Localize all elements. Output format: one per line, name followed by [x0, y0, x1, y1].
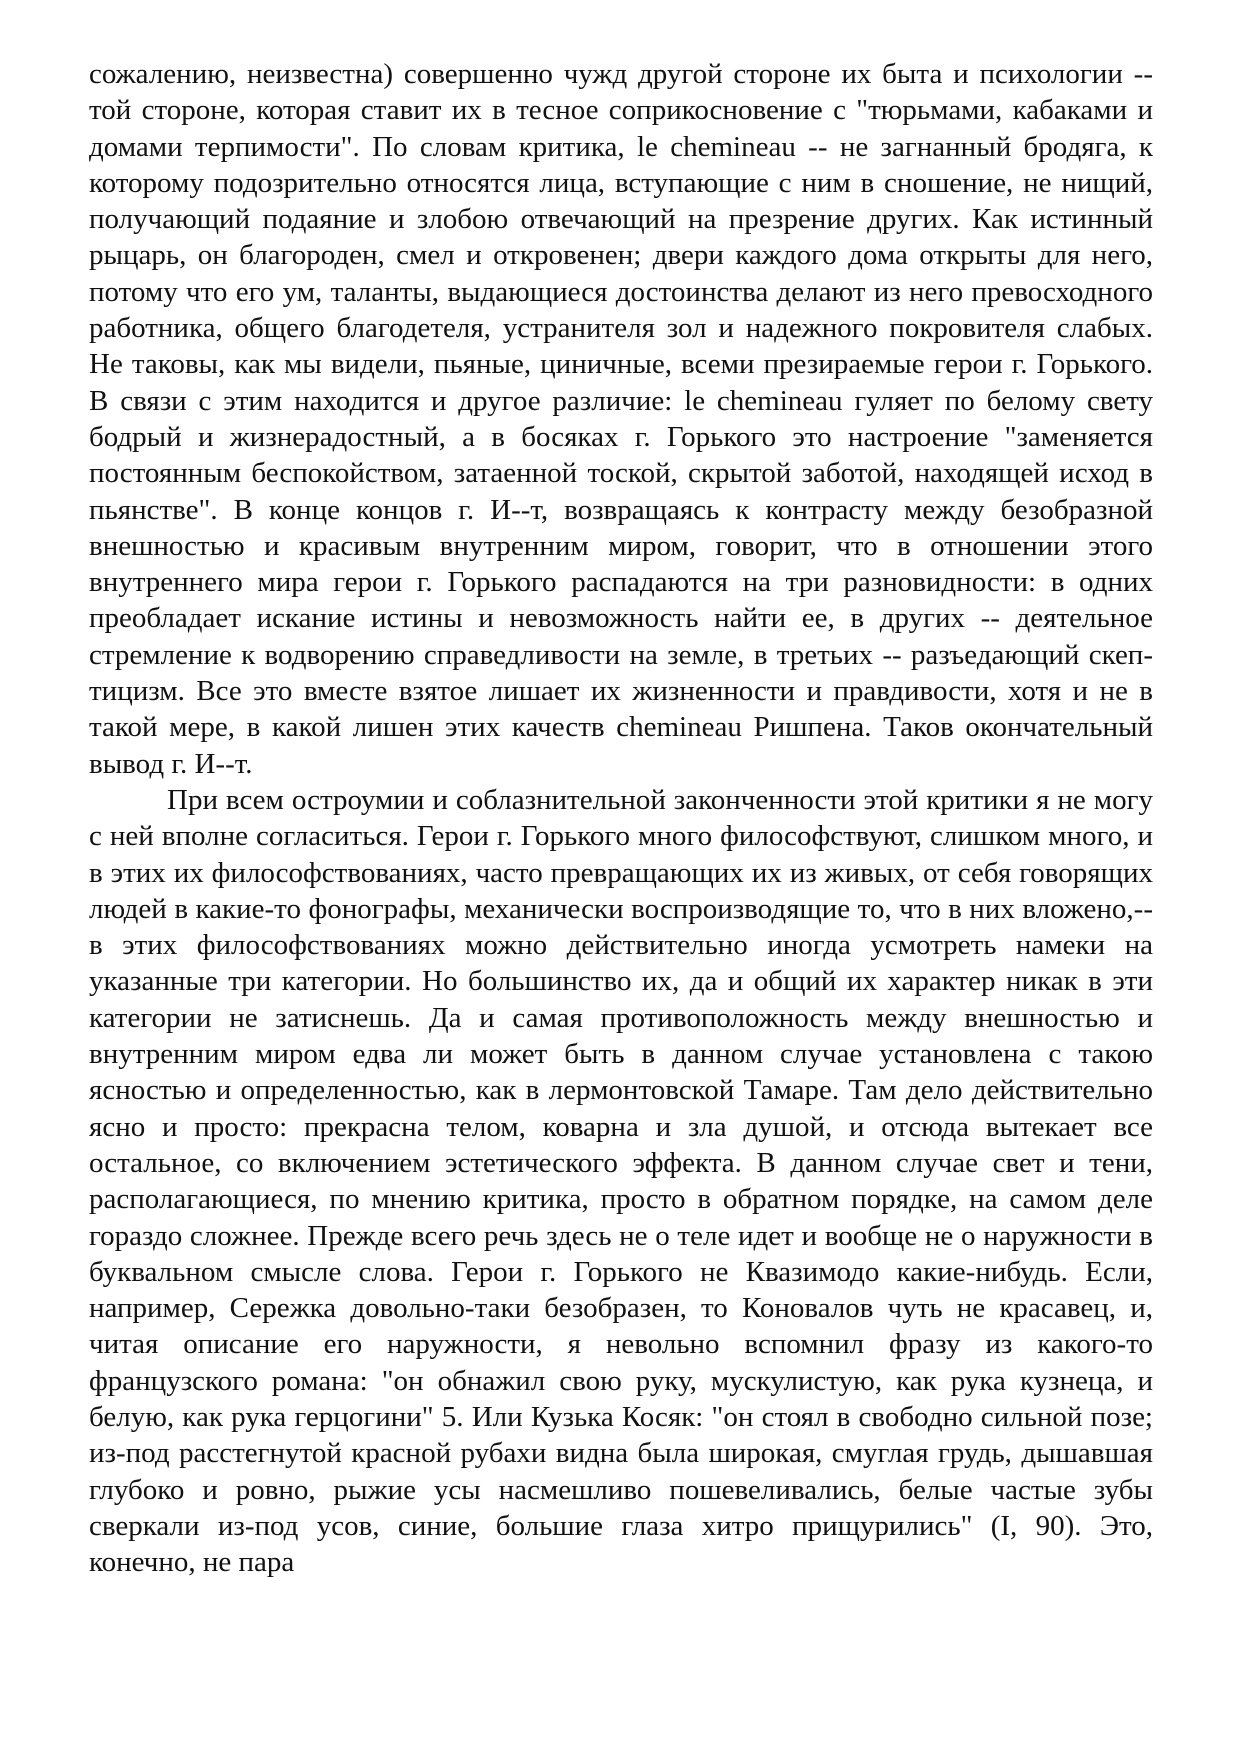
- paragraph-continuation: сожалению, неизвестна) совершенно чужд другой стороне их быта и психологии -- той стороне, которая ставит их в тесное соприкосновение с "тюрьмами, кабаками и домами терпимости". По словам критика, le chemineau -- не загнанный бродяга, к которому подозрительно относятся лица, вступающие с ним в сношение, не нищий, получающий подаяние и злобою отвечающий на презрение других. Как истинный рыцарь, он благороден, смел и откровенен; двери каждого дома открыты для него, потому что его ум, таланты, выдающиеся достоинства делают из него превосходного работника, общего благодетеля, устранителя зол и надежного покровителя слабых. Не таковы, как мы видели, пьяные, циничные, всеми презираемые герои г. Горького. В связи с этим находится и другое различие: le chemineau гуляет по белому свету бодрый и жизнерадостный, а в босяках г. Горького это настроение "заменяется постоянным беспокойством, затаенной тоской, скрытой заботой, находящей исход в пьянстве". В конце концов г. И--т, возвращаясь к контрасту между безобразной внешностью и красивым внутренним миром, говорит, что в отношении этого внутреннего мира герои г. Горького распадаются на три разновидности: в одних преобладает искание истины и невозможность найти ее, в других -- деятельное стремление к водворению справедливости на земле, в третьих -- разъедающий скеп-тицизм. Все это вместе взятое лишает их жизненности и правдивости, хотя и не в такой мере, в какой лишен этих качеств chemineau Ришпена. Таков окончательный вывод г. И--т.: [89, 58, 1153, 780]
- document-page: [89, 56, 1153, 1580]
- paragraph-critique-response: При всем остроумии и соблазнительной законченности этой критики я не могу с ней вполне согласиться. Герои г. Горького много философствуют, слишком много, и в этих их философствованиях, часто превращающих их из живых, от себя говорящих людей в какие-то фонографы, механически воспроизводящие то, что в них вложено,-- в этих философствованиях можно действительно иногда усмотреть намеки на указанные три категории. Но большинство их, да и общий их характер никак в эти категории не затиснешь. Да и самая противоположность между внешностью и внутренним миром едва ли может быть в данном случае установлена с такою ясностью и определенностью, как в лермонтовской Тамаре. Там дело действительно ясно и просто: прекрасна телом, коварна и зла душой, и отсюда вытекает все остальное, со включением эстетического эффекта. В данном случае свет и тени, располагающиеся, по мнению критика, просто в обратном порядке, на самом деле гораздо сложнее. Прежде всего речь здесь не о теле идет и вообще не о наружности в буквальном смысле слова. Герои г. Горького не Квазимодо какие-нибудь. Если, например, Сережка довольно-таки безобразен, то Коновалов чуть не красавец, и, читая описание его наружности, я невольно вспомнил фразу из какого-то французского романа: "он обнажил свою руку, мускулистую, как рука кузнеца, и белую, как рука герцогини" 5. Или Кузька Косяк: "он стоял в свободно сильной позе; из-под расстегнутой красной рубахи видна была широкая, смуглая грудь, дышавшая глубоко и ровно, рыжие усы насмешливо пошевеливались, белые частые зубы сверкали из-под усов, синие, большие глаза хитро прищурились" (I, 90). Это, конечно, не пара: [89, 783, 1153, 1579]
